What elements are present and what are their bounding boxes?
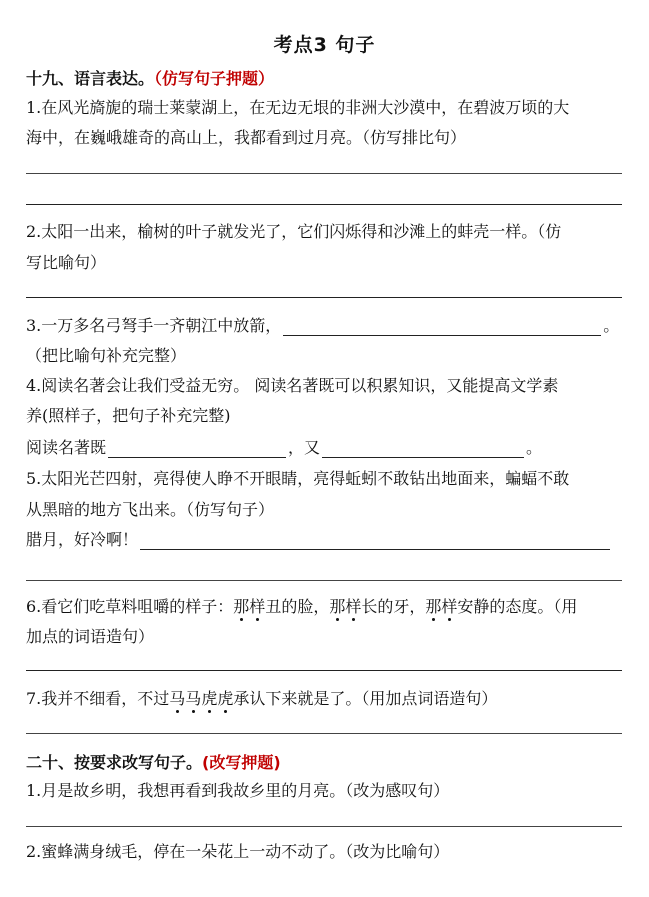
q6-part3: 长的牙， (361, 597, 426, 616)
q2-line2: 写比喻句） (26, 253, 107, 272)
q7-part1: 7.我并不细看，不过 (26, 689, 170, 708)
q6-dotted-word-1: 那样 (233, 597, 266, 616)
r2-line1: 2.蜜蜂满身绒毛，停在一朵花上一动不动了。（改为比喻句） (26, 842, 450, 861)
q2-line1: 2.太阳一出来，榆树的叶子就发光了，它们闪烁得和沙滩上的蚌壳一样。（仿 (26, 222, 562, 241)
q6-line2: 加点的词语造句） (26, 627, 155, 646)
q7-line1 (26, 689, 497, 709)
q5-blank[interactable] (140, 531, 610, 550)
q3-line1 (26, 316, 619, 336)
q7-dotted-word: 马马虎虎 (169, 689, 234, 708)
q6-answer-line[interactable] (26, 670, 622, 671)
q1-answer-line-2[interactable] (26, 204, 622, 205)
q3-line2: （把比喻句补充完整） (26, 346, 187, 365)
r1-line1: 1.月是故乡明，我想再看到我故乡里的月亮。（改为感叹句） (26, 781, 450, 800)
q5-answer-line[interactable] (26, 580, 622, 581)
q4-fill-mid: ，又 (288, 438, 321, 457)
q4-fill-prefix: 阅读名著既 (26, 438, 107, 457)
q3-blank[interactable] (283, 317, 601, 336)
q5-line1: 5.太阳光芒四射，亮得使人睁不开眼睛，亮得蚯蚓不敢钻出地面来，蝙蝠不敢 (26, 469, 570, 488)
r1-answer-line[interactable] (26, 826, 622, 827)
q6-dotted-word-3: 那样 (425, 597, 458, 616)
page-title: 考点3 句子 (273, 34, 376, 56)
q6-part1: 6.看它们吃草料咀嚼的样子： (26, 597, 234, 616)
q3-prefix: 3.一万多名弓弩手一齐朝江中放箭， (26, 316, 282, 335)
section-19-tag: （仿写句子押题） (154, 69, 275, 88)
q3-end: 。 (603, 316, 620, 335)
q4-line2: 养(照样子，把句子补充完整) (26, 406, 231, 425)
q7-part2: 承认下来就是了。（用加点词语造句） (233, 689, 498, 708)
q7-answer-line[interactable] (26, 733, 622, 734)
section-20-heading (26, 750, 281, 773)
q4-line1: 4.阅读名著会让我们受益无穷。 阅读名著既可以积累知识，又能提高文学素 (26, 376, 559, 395)
q5-fill-prefix: 腊月，好冷啊！ (26, 530, 139, 549)
q1-answer-line-1[interactable] (26, 173, 622, 174)
q5-line2: 从黑暗的地方飞出来。（仿写句子） (26, 500, 275, 519)
section-20-label: 二十、按要求改写句子。 (26, 753, 203, 772)
section-19-heading (26, 66, 274, 89)
q1-line2: 海中，在巍峨雄奇的高山上，我都看到过月亮。（仿写排比句） (26, 128, 467, 147)
q2-answer-line[interactable] (26, 297, 622, 298)
q6-part4: 安静的态度。（用 (457, 597, 578, 616)
q5-fill-line (26, 530, 612, 550)
q4-blank-2[interactable] (322, 439, 524, 458)
q6-line1 (26, 597, 577, 617)
q4-fill-line (26, 438, 542, 458)
q1-line1: 1.在风光旖旎的瑞士莱蒙湖上，在无边无垠的非洲大沙漠中，在碧波万顷的大 (26, 98, 570, 117)
q4-blank-1[interactable] (108, 439, 286, 458)
section-19-label: 十九、语言表达。 (26, 69, 155, 88)
q4-fill-end: 。 (526, 438, 543, 457)
section-20-tag: (改写押题) (202, 753, 281, 772)
q6-part2: 丑的脸， (265, 597, 330, 616)
q6-dotted-word-2: 那样 (329, 597, 362, 616)
